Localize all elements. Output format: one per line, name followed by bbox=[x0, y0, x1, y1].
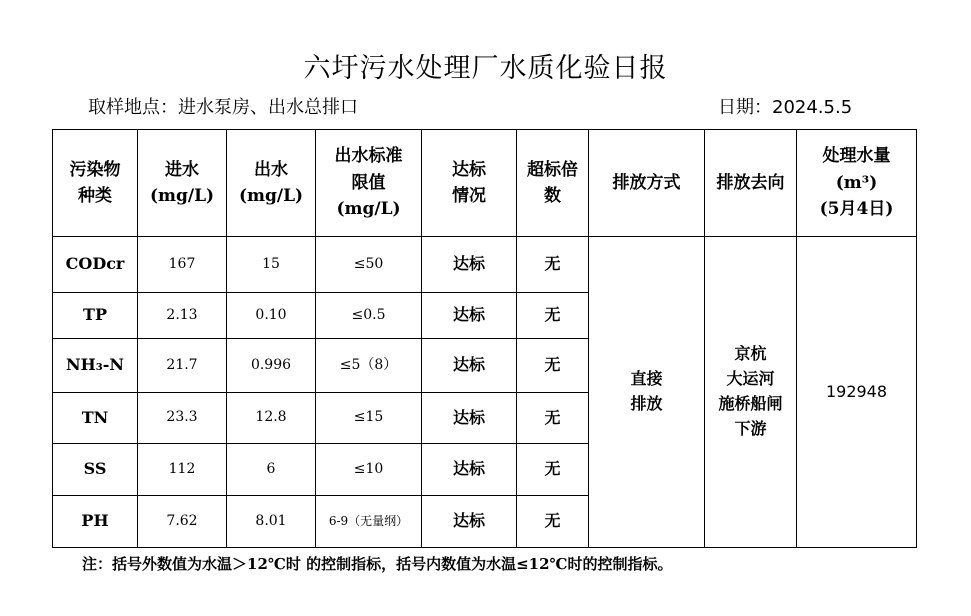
status-value: 达标 bbox=[422, 393, 517, 444]
exceed-value: 无 bbox=[517, 393, 589, 444]
footnote: 注：括号外数值为水温＞12℃时 的控制指标，括号内数值为水温≤12℃时的控制指标。 bbox=[82, 555, 673, 573]
limit-value: ≤10 bbox=[316, 444, 422, 496]
pollutant-name: TN bbox=[53, 393, 138, 444]
header-pollutant-text: 污染物 种类 bbox=[69, 159, 121, 206]
effluent-value: 15 bbox=[227, 237, 316, 293]
status-value: 达标 bbox=[422, 237, 517, 293]
header-effluent: 出水 (mg/L) bbox=[227, 130, 316, 237]
table-row bbox=[53, 237, 917, 293]
sampling-location: 取样地点：进水泵房、出水总排口 bbox=[88, 97, 358, 118]
limit-value: ≤15 bbox=[316, 393, 422, 444]
pollutant-name: CODcr bbox=[53, 237, 138, 293]
status-value: 达标 bbox=[422, 496, 517, 548]
header-exceed: 超标倍 数 bbox=[517, 130, 589, 237]
report-title: 六圩污水处理厂水质化验日报 bbox=[303, 53, 668, 84]
exceed-value: 无 bbox=[517, 339, 589, 393]
exceed-value: 无 bbox=[517, 444, 589, 496]
exceed-value: 无 bbox=[517, 237, 589, 293]
limit-value: ≤50 bbox=[316, 237, 422, 293]
header-discharge-method: 排放方式 bbox=[589, 130, 705, 237]
discharge-dest-cell: 京杭 大运河 施桥船闸 下游 bbox=[705, 237, 797, 548]
effluent-value: 6 bbox=[227, 444, 316, 496]
limit-value: ≤5（8） bbox=[316, 339, 422, 393]
header-status: 达标 情况 bbox=[422, 130, 517, 237]
influent-value: 167 bbox=[138, 237, 227, 293]
limit-value: ≤0.5 bbox=[316, 293, 422, 339]
treated-volume: 192948 bbox=[797, 237, 917, 548]
influent-value: 7.62 bbox=[138, 496, 227, 548]
status-value: 达标 bbox=[422, 293, 517, 339]
effluent-value: 0.996 bbox=[227, 339, 316, 393]
influent-value: 2.13 bbox=[138, 293, 227, 339]
pollutant-name: TP bbox=[53, 293, 138, 339]
header-pollutant bbox=[53, 130, 138, 237]
influent-value: 21.7 bbox=[138, 339, 227, 393]
header-discharge-dest: 排放去向 bbox=[705, 130, 797, 237]
effluent-value: 8.01 bbox=[227, 496, 316, 548]
header-volume: 处理水量 (m³) (5月4日) bbox=[797, 130, 917, 237]
status-value: 达标 bbox=[422, 339, 517, 393]
influent-value: 23.3 bbox=[138, 393, 227, 444]
header-influent: 进水 (mg/L) bbox=[138, 130, 227, 237]
influent-value: 112 bbox=[138, 444, 227, 496]
report-date: 日期：2024.5.5 bbox=[718, 97, 853, 118]
limit-value: 6-9（无量纲） bbox=[316, 496, 422, 548]
status-value: 达标 bbox=[422, 444, 517, 496]
discharge-method-cell: 直接 排放 bbox=[589, 237, 705, 548]
effluent-value: 0.10 bbox=[227, 293, 316, 339]
effluent-value: 12.8 bbox=[227, 393, 316, 444]
water-quality-table bbox=[52, 129, 917, 548]
exceed-value: 无 bbox=[517, 496, 589, 548]
pollutant-name: SS bbox=[53, 444, 138, 496]
header-row bbox=[53, 130, 917, 237]
pollutant-name: PH bbox=[53, 496, 138, 548]
exceed-value: 无 bbox=[517, 293, 589, 339]
pollutant-name: NH₃-N bbox=[53, 339, 138, 393]
header-limit: 出水标准 限值 (mg/L) bbox=[316, 130, 422, 237]
